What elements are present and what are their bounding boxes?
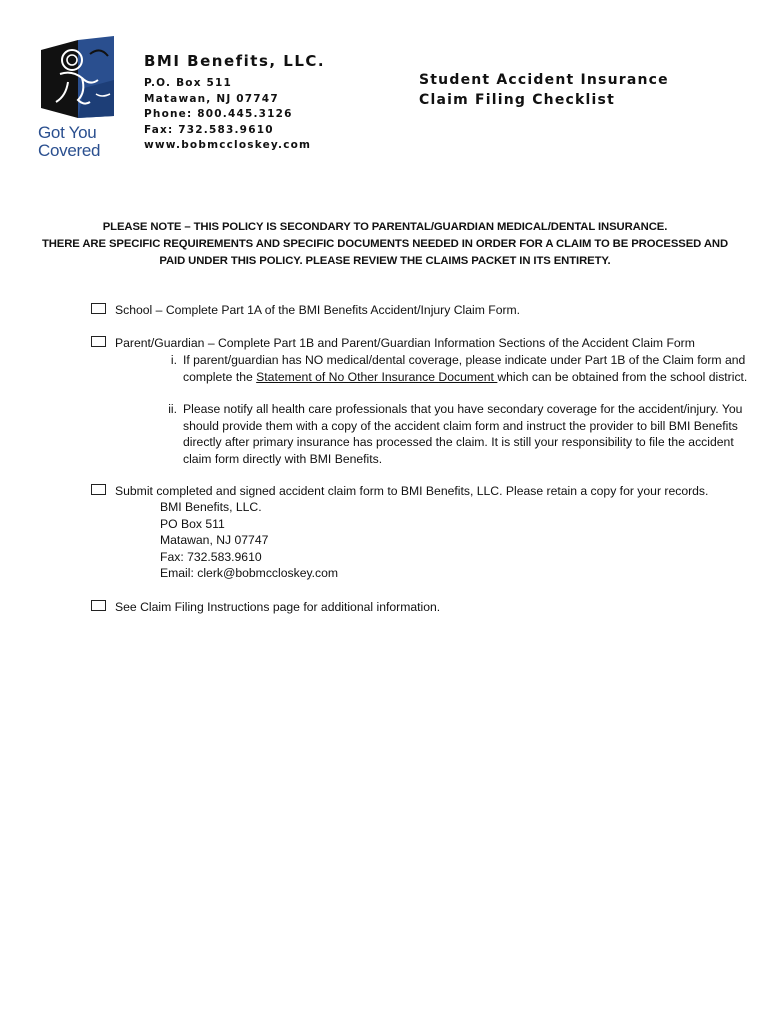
sub-item-text-before: If parent/guardian has NO medical/dental coverage, please indicate under Part 1B of the Claim form and complete the [183, 353, 746, 384]
logo-tagline-line2: Covered [38, 141, 101, 160]
sub-item-text-after: which can be obtained from the school district. [497, 369, 748, 384]
sub-item-number: i. [170, 353, 177, 367]
policy-notice [0, 219, 770, 270]
company-info [144, 52, 325, 154]
item-school: School – Complete Part 1A of the BMI Benefits Accident/Injury Claim Form. [115, 303, 521, 317]
notice-line2: THERE ARE SPECIFIC REQUIREMENTS AND SPECIFIC DOCUMENTS NEEDED IN ORDER FOR A CLAIM TO BE PROCESSED AND [41, 238, 729, 250]
address-name: BMI Benefits, LLC. [160, 500, 262, 514]
company-phone: Phone: 800.445.3126 [144, 108, 293, 121]
sub-item-no-coverage [153, 352, 753, 385]
logo-graphic [38, 36, 120, 122]
sub-item-number: ii. [168, 402, 177, 416]
item-submit: Submit completed and signed accident claim form to BMI Benefits, LLC. Please retain a copy for your records. [115, 484, 709, 498]
statement-document-link: Statement of No Other Insurance Document [256, 369, 498, 384]
checkbox-submit[interactable] [91, 484, 106, 495]
address-city: Matawan, NJ 07747 [160, 533, 269, 547]
title-line1: Student Accident Insurance [419, 72, 669, 88]
company-address: P.O. Box 511 [144, 77, 233, 89]
document-title [419, 70, 669, 110]
company-logo [38, 36, 120, 158]
notice-line1: PLEASE NOTE – THIS POLICY IS SECONDARY TO PARENTAL/GUARDIAN MEDICAL/DENTAL INSURANCE. [102, 221, 668, 233]
company-website: www.bobmccloskey.com [144, 139, 312, 152]
company-fax: Fax: 732.583.9610 [144, 123, 274, 136]
sub-item-text: Please notify all health care professionals that you have secondary coverage for the accident/injury. You should provide them with a copy of the accident claim form and instruct the provider to bill BMI Benefits directly after primary insurance has processed the claim. It is still your responsibility to file the accident claim form directly with BMI Benefits. [183, 402, 743, 466]
logo-tagline-line1: Got You [38, 123, 97, 142]
item-instructions: See Claim Filing Instructions page for additional information. [115, 600, 441, 614]
checkbox-parent-guardian[interactable] [91, 336, 106, 347]
mailing-address [160, 499, 338, 582]
address-email: Email: clerk@bobmccloskey.com [160, 566, 339, 580]
company-name: BMI Benefits, LLC. [144, 52, 326, 70]
address-box: PO Box 511 [160, 516, 225, 531]
sub-item-text [183, 352, 753, 385]
company-city: Matawan, NJ 07747 [144, 92, 279, 105]
address-fax: Fax: 732.583.9610 [160, 549, 262, 564]
title-line2: Claim Filing Checklist [419, 92, 615, 108]
item-parent-guardian: Parent/Guardian – Complete Part 1B and Parent/Guardian Information Sections of the Accident Claim Form [115, 336, 695, 350]
checkbox-school[interactable] [91, 303, 106, 314]
notice-line3: PAID UNDER THIS POLICY. PLEASE REVIEW THE CLAIMS PACKET IN ITS ENTIRETY. [159, 255, 611, 267]
checkbox-instructions[interactable] [91, 600, 106, 611]
sub-item-notify-providers [153, 401, 753, 467]
